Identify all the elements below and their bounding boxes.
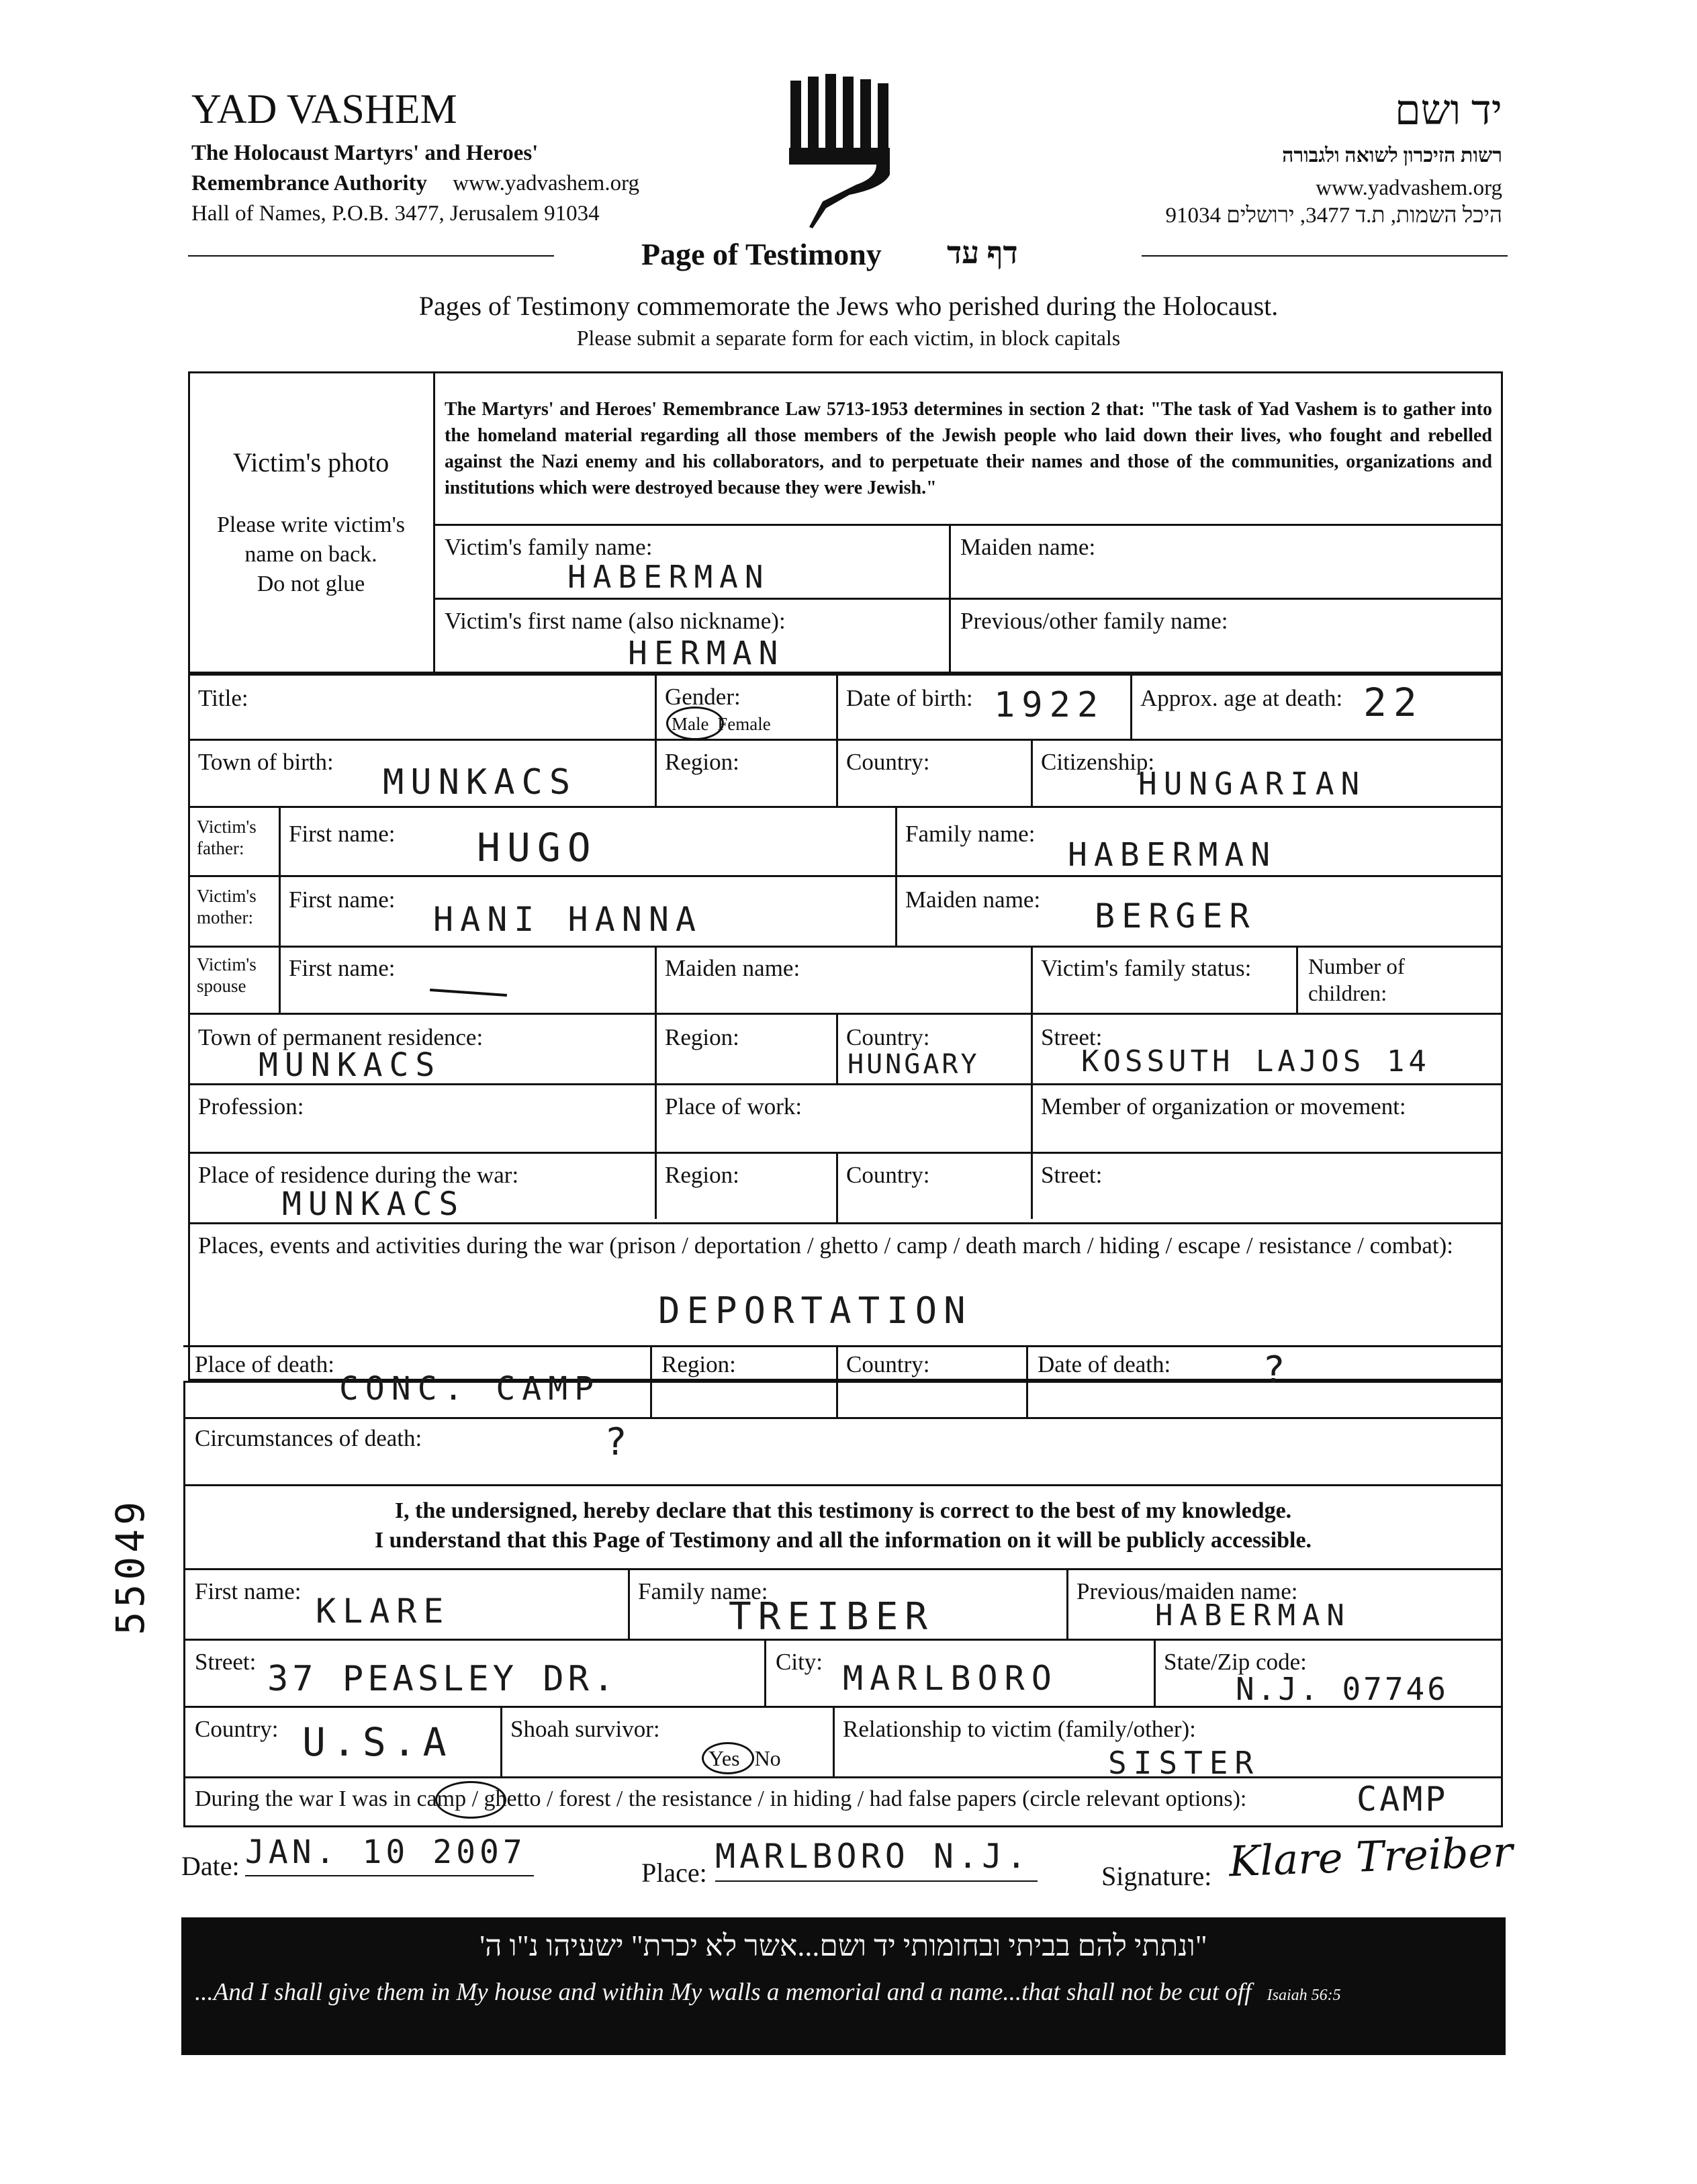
s2-div1 [764, 1639, 766, 1706]
sub-country-value[interactable]: U.S.A [302, 1719, 453, 1765]
r8-div2 [836, 1152, 838, 1222]
death-div2 [836, 1345, 838, 1417]
row-rule-5 [188, 1013, 1503, 1015]
mother-label [197, 885, 257, 928]
title-label: Title: [198, 685, 248, 711]
footer-hebrew: "ונתתי להם בביתי ובחומותי יד ושם...אשר לא יכרת" ישעיהו נ"ו ה' [479, 1929, 1207, 1962]
lrow-rule-6 [183, 1776, 1503, 1778]
row-rule-1 [188, 739, 1503, 741]
org-line2 [191, 171, 639, 196]
father-label-2: father: [197, 838, 244, 858]
birth-region-label: Region: [665, 749, 739, 775]
signature-label: Signature: [1101, 1861, 1212, 1891]
relationship-label: Relationship to victim (family/other): [843, 1716, 1196, 1742]
row-rule-4 [188, 946, 1503, 948]
during-war-camp-circle [435, 1781, 506, 1819]
profession-label: Profession: [198, 1093, 304, 1120]
lrow-rule-1 [183, 1417, 1503, 1419]
declaration [183, 1496, 1503, 1555]
town-birth-label: Town of birth: [198, 749, 334, 775]
circumstances-label: Circumstances of death: [195, 1425, 422, 1451]
mother-maiden-label: Maiden name: [905, 886, 1041, 913]
law-text: The Martyrs' and Heroes' Remembrance Law 5713-1953 determines in section 2 that: "The task of Yad Vashem is to gather into the homeland material regarding all those members of the Jewish people who laid down their lives, who fought and rebelled against the Nazi enemy and his collaborators, and to perpetuate their names and those of the communities, organizations and institutions which were destroyed because they were Jewish." [445, 399, 1492, 498]
r5-div3 [1296, 946, 1298, 1013]
date-label: Date: [181, 1851, 240, 1881]
perm-street-label: Street: [1041, 1024, 1103, 1050]
father-first-value[interactable]: HUGO [477, 825, 598, 870]
spouse-label [197, 954, 257, 997]
row-rule-3 [188, 875, 1503, 877]
spouse-label-2: spouse [197, 976, 246, 996]
mother-first-value[interactable]: HANI HANNA [433, 900, 703, 939]
footer-english [195, 1978, 1341, 2007]
sub-street-value[interactable]: 37 PEASLEY DR. [267, 1659, 618, 1699]
sub-family-value[interactable]: TREIBER [729, 1595, 935, 1639]
org-name: YAD VASHEM [191, 87, 457, 132]
name-row-rule [433, 598, 1503, 600]
events-value[interactable]: DEPORTATION [658, 1289, 972, 1332]
hebrew-line1: רשות הזיכרון לשואה ולגבורה [1282, 144, 1502, 167]
yad-vashem-logo [782, 74, 900, 228]
survivor-yes-circle [702, 1742, 754, 1774]
during-war-label: During the war I was in camp / ghetto / forest / the resistance / in hiding / had false papers (circle relevant options): [195, 1786, 1247, 1811]
sub-first-value[interactable]: KLARE [316, 1592, 451, 1631]
declaration-line1: I, the undersigned, hereby declare that this testimony is correct to the best of my knowledge. [394, 1498, 1292, 1523]
circumstances-value[interactable]: ? [604, 1420, 634, 1464]
sub-state-value[interactable]: N.J. 07746 [1236, 1671, 1449, 1707]
r2-div3 [1031, 739, 1033, 806]
place-underline [715, 1880, 1038, 1882]
photo-note-3: Do not glue [257, 572, 365, 596]
sub-prev-value[interactable]: HABERMAN [1155, 1598, 1351, 1633]
mother-label-2: mother: [197, 907, 253, 927]
r3-div1 [279, 806, 281, 1013]
intro-line1: Pages of Testimony commemorate the Jews who perished during the Holocaust. [418, 291, 1279, 321]
org-line1: The Holocaust Martyrs' and Heroes' [191, 141, 539, 165]
spouse-label-1: Victim's [197, 954, 257, 974]
mother-first-label: First name: [289, 886, 396, 913]
date-death-value[interactable]: ? [1263, 1349, 1292, 1392]
name-col-divider [949, 524, 951, 674]
perm-residence-label: Town of permanent residence: [198, 1024, 484, 1050]
father-first-label: First name: [289, 821, 396, 847]
r6-div3 [1031, 1013, 1033, 1219]
children-label-1: Number of [1308, 955, 1405, 979]
intro-line2: Please submit a separate form for each victim, in block capitals [576, 326, 1121, 350]
mother-maiden-value[interactable]: BERGER [1095, 897, 1256, 936]
children-label [1308, 954, 1405, 1007]
birth-country-label: Country: [846, 749, 930, 775]
r6-div1 [655, 1013, 657, 1219]
place-death-value[interactable]: CONC. CAMP [339, 1370, 600, 1408]
perm-street-value[interactable]: KOSSUTH LAJOS 14 [1081, 1044, 1430, 1079]
age-label: Approx. age at death: [1140, 685, 1343, 711]
footer-citation: Isaiah 56:5 [1267, 1987, 1341, 2004]
sub-first-label: First name: [195, 1578, 302, 1604]
gender-male-circle [666, 707, 724, 740]
footer-english-text: ...And I shall give them in My house and within My walls a memorial and a name...that shall not be cut off [195, 1978, 1252, 2006]
death-top-rule [183, 1345, 1503, 1347]
r1-div2 [836, 674, 838, 739]
photo-note [189, 510, 432, 599]
s3-div2 [833, 1706, 835, 1776]
father-family-value[interactable]: HABERMAN [1068, 836, 1277, 874]
age-value[interactable]: 22 [1363, 680, 1424, 725]
relationship-value[interactable]: SISTER [1108, 1745, 1260, 1781]
citizenship-label: Citizenship: [1041, 749, 1155, 775]
gender-female[interactable]: Female [717, 714, 771, 734]
perm-town-value[interactable]: MUNKACS [259, 1046, 442, 1084]
r5-div2 [1031, 946, 1033, 1013]
photo-note-2: name on back. [244, 542, 377, 567]
sub-family-label: Family name: [638, 1578, 768, 1604]
dob-value[interactable]: 1922 [994, 685, 1105, 725]
header-rule-right [1142, 255, 1508, 257]
sub-city-label: City: [776, 1649, 823, 1675]
r5-div1 [655, 946, 657, 1013]
mother-label-1: Victim's [197, 886, 257, 906]
war-residence-value[interactable]: MUNKACS [282, 1185, 465, 1223]
s3-div1 [500, 1706, 502, 1776]
death-div1 [650, 1345, 652, 1417]
form-title: Page of Testimony [641, 237, 882, 271]
lrow-rule-2 [183, 1484, 1503, 1486]
perm-country-value[interactable]: HUNGARY [847, 1049, 980, 1080]
war-region-label: Region: [665, 1162, 739, 1188]
gender-male[interactable]: Male [672, 714, 709, 734]
town-birth-value[interactable]: MUNKACS [383, 762, 578, 803]
org-line2-text: Remembrance Authority [191, 171, 428, 195]
s2-div2 [1154, 1639, 1156, 1706]
sub-street-label: Street: [195, 1649, 257, 1675]
r2-div1 [655, 739, 657, 806]
perm-country-label: Country: [846, 1024, 930, 1050]
citizenship-value[interactable]: HUNGARIAN [1138, 766, 1367, 802]
places-events-label: Places, events and activities during the war (prison / deportation / ghetto / camp / death march / hiding / escape / resistance / combat): [198, 1232, 1454, 1259]
death-div3 [1026, 1345, 1028, 1417]
lrow-rule-3 [183, 1568, 1503, 1570]
r2-div2 [836, 739, 838, 806]
r1-div1 [655, 674, 657, 739]
s1-div1 [628, 1568, 630, 1639]
r6-div2 [836, 1013, 838, 1083]
photo-divider [433, 371, 435, 674]
lrow-rule-4 [183, 1639, 1503, 1641]
header-rule-left [188, 255, 554, 257]
member-org-label: Member of organization or movement: [1041, 1093, 1406, 1120]
spouse-maiden-label: Maiden name: [665, 955, 800, 981]
father-label-1: Victim's [197, 817, 257, 837]
gender-label: Gender: [665, 684, 741, 710]
first-name-label: Victim's first name (also nickname): [445, 608, 786, 634]
first-name-value[interactable]: HERMAN [628, 635, 785, 672]
family-name-value[interactable]: HABERMAN [567, 559, 770, 595]
survivor-no[interactable]: No [754, 1746, 781, 1770]
place-death-label: Place of death: [195, 1351, 334, 1377]
signature-value[interactable]: Klare Treiber [1228, 1827, 1514, 1886]
r1-div3 [1130, 674, 1132, 739]
date-underline [245, 1875, 534, 1876]
father-family-label: Family name: [905, 821, 1036, 847]
children-label-2: children: [1308, 982, 1387, 1006]
war-street-label: Street: [1041, 1162, 1103, 1188]
row-rule-7 [188, 1152, 1503, 1154]
family-status-label: Victim's family status: [1041, 955, 1252, 981]
photo-note-1: Please write victim's [217, 512, 405, 537]
spouse-first-label: First name: [289, 955, 396, 981]
war-country-label: Country: [846, 1162, 930, 1188]
place-work-label: Place of work: [665, 1093, 802, 1120]
father-label [197, 816, 257, 859]
sub-city-value[interactable]: MARLBORO [843, 1659, 1058, 1698]
previous-family-label: Previous/other family name: [960, 608, 1228, 634]
date-death-label: Date of death: [1038, 1351, 1171, 1377]
form-title-hebrew: דף עד [947, 236, 1018, 270]
row-rule-2 [188, 806, 1503, 808]
hebrew-name: יד ושם [1394, 88, 1502, 134]
family-name-label: Victim's family name: [445, 534, 653, 560]
perm-region-label: Region: [665, 1024, 739, 1050]
r3-div2 [895, 806, 897, 946]
url-right: www.yadvashem.org [1316, 176, 1502, 200]
date-value[interactable]: JAN. 10 2007 [245, 1833, 526, 1871]
dob-label: Date of birth: [846, 685, 973, 711]
place-value[interactable]: MARLBORO N.J. [715, 1837, 1031, 1876]
law-bottom-rule [433, 524, 1503, 526]
death-country-label: Country: [846, 1351, 930, 1377]
sub-country-label: Country: [195, 1716, 279, 1742]
war-residence-label: Place of residence during the war: [198, 1162, 519, 1188]
s1-div2 [1066, 1568, 1068, 1639]
margin-note: 55049 [107, 1498, 153, 1635]
address-right: היכל השמות, ת.ד 3477, ירושלים 91034 [1165, 203, 1502, 228]
sub-prev-label: Previous/maiden name: [1076, 1578, 1298, 1604]
maiden-name-label: Maiden name: [960, 534, 1096, 560]
survivor-label: Shoah survivor: [510, 1716, 660, 1742]
sub-state-label: State/Zip code: [1164, 1649, 1307, 1675]
survivor-yes[interactable]: Yes [708, 1746, 740, 1770]
declaration-line2: I understand that this Page of Testimony and all the information on it will be publicly accessible. [374, 1528, 1312, 1553]
during-war-answer[interactable]: CAMP [1357, 1780, 1449, 1819]
place-label: Place: [641, 1858, 707, 1888]
url-left: www.yadvashem.org [453, 171, 639, 195]
photo-title: Victim's photo [232, 447, 389, 477]
address-left: Hall of Names, P.O.B. 3477, Jerusalem 91034 [191, 201, 600, 226]
death-region-label: Region: [661, 1351, 736, 1377]
